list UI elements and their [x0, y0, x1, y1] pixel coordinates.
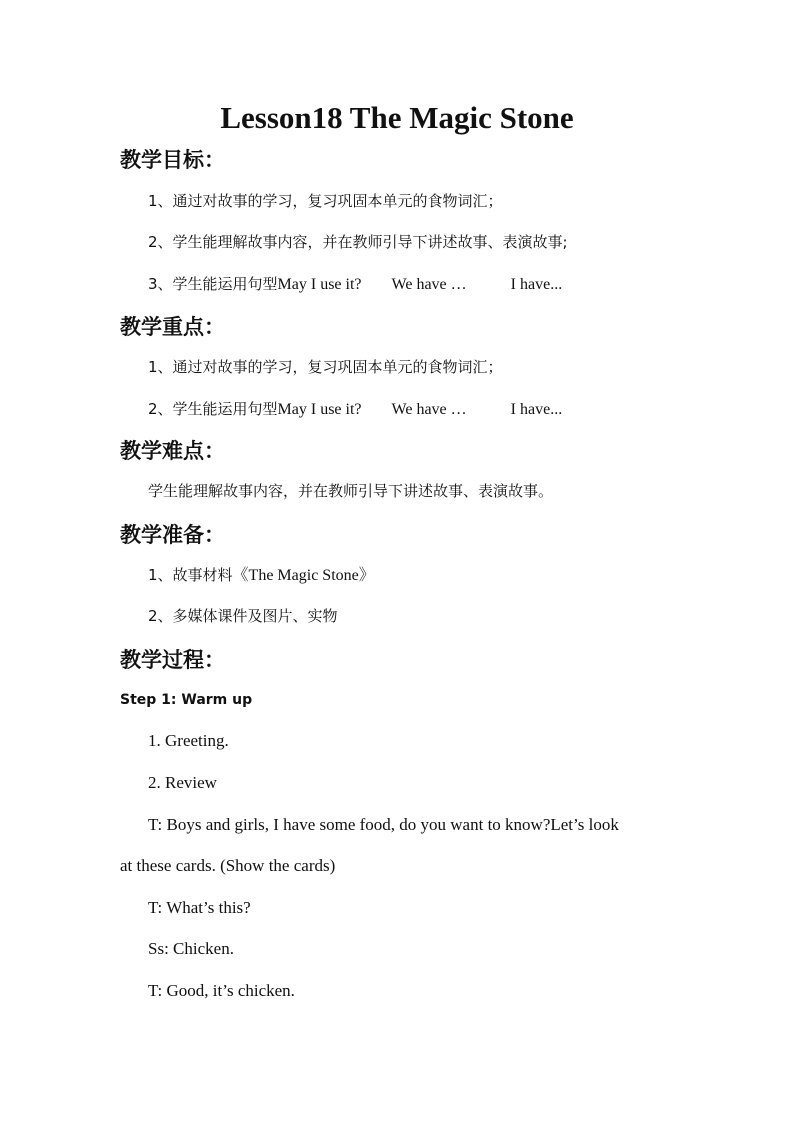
preparation-item-2: 2、多媒体课件及图片、实物 — [148, 607, 338, 625]
pattern-we-have: We have … — [391, 276, 467, 293]
preparation-heading: 教学准备： — [120, 523, 225, 547]
process-line-show-cards: at these cards. (Show the cards) — [120, 856, 336, 875]
page-title: Lesson18 The Magic Stone — [220, 100, 574, 135]
key-point-item-2-prefix: 2、学生能运用句型 — [148, 400, 278, 418]
objective-item-3-prefix: 3、学生能运用句型 — [148, 275, 278, 293]
key-point-item-1: 1、通过对故事的学习，复习巩固本单元的食物词汇； — [148, 358, 503, 376]
difficulties-heading: 教学难点： — [120, 439, 225, 463]
story-title: 《The Magic Stone》 — [232, 567, 375, 584]
objective-item-1: 1、通过对故事的学习，复习巩固本单元的食物词汇； — [148, 192, 503, 210]
key-points-heading: 教学重点： — [120, 315, 225, 339]
objectives-heading: 教学目标： — [120, 148, 225, 172]
pattern-we-have: We have … — [391, 401, 467, 418]
process-line-good: T: Good, it’s chicken. — [148, 981, 295, 1000]
process-heading: 教学过程： — [120, 648, 225, 672]
process-line-greeting: 1. Greeting. — [148, 731, 229, 750]
pattern-i-have: I have... — [510, 276, 563, 293]
process-line-chicken: Ss: Chicken. — [148, 939, 234, 958]
pattern-may-i-use-it: May I use it? — [277, 276, 362, 293]
process-line-whats-this: T: What’s this? — [148, 898, 251, 917]
objective-item-3 — [148, 273, 562, 296]
process-line-review: 2. Review — [148, 773, 217, 792]
objective-item-2: 2、学生能理解故事内容，并在教师引导下讲述故事、表演故事; — [148, 233, 568, 251]
difficulties-text: 学生能理解故事内容，并在教师引导下讲述故事、表演故事。 — [148, 482, 554, 500]
preparation-item-1-prefix: 1、故事材料 — [148, 566, 233, 584]
key-point-item-2 — [148, 398, 562, 421]
pattern-i-have: I have... — [510, 401, 563, 418]
step-1-heading: Step 1: Warm up — [120, 692, 253, 708]
pattern-may-i-use-it: May I use it? — [277, 401, 362, 418]
process-line-teacher-intro: T: Boys and girls, I have some food, do you want to know?Let’s look — [148, 815, 619, 834]
preparation-item-1 — [148, 564, 375, 587]
